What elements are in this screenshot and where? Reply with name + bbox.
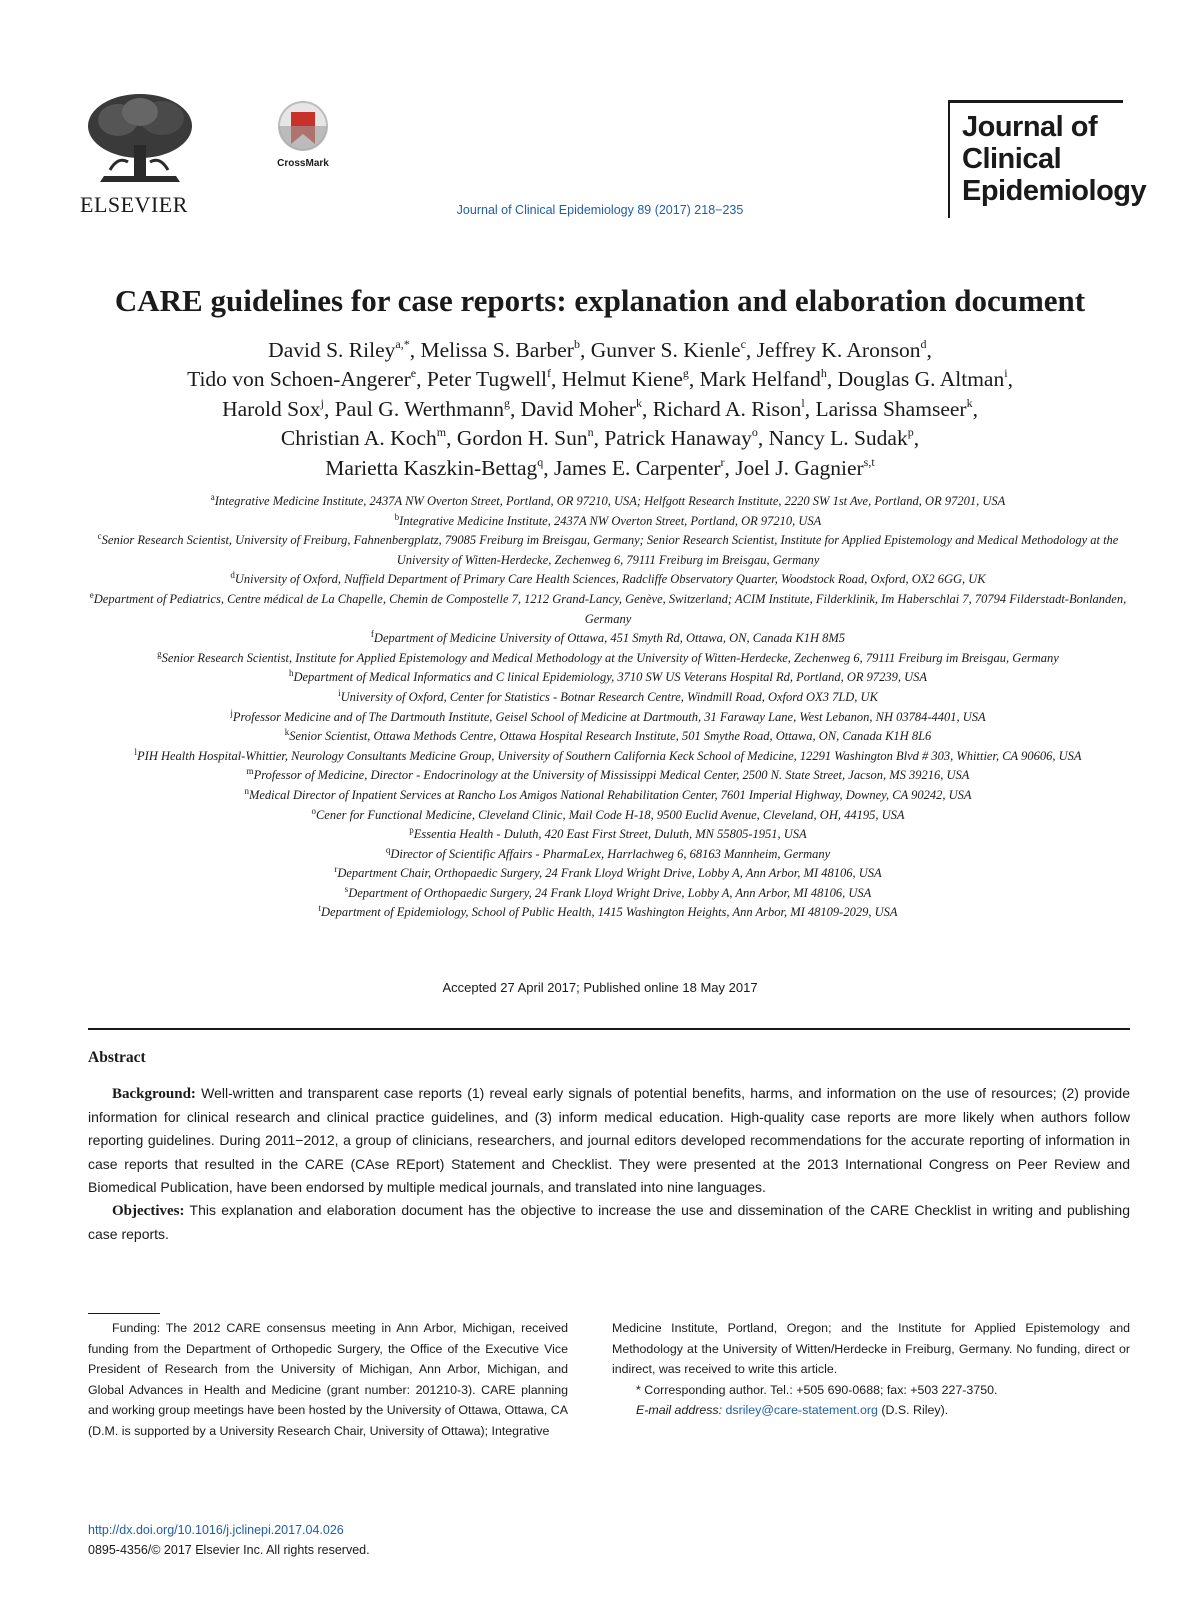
objectives-label: Objectives: [112, 1203, 185, 1220]
journal-reference-link[interactable]: Journal of Clinical Epidemiology 89 (2017) 218−235 [456, 203, 744, 217]
affiliation-item [88, 629, 1128, 649]
affiliation-text: Integrative Medicine Institute, 2437A NW Overton Street, Portland, OR 97210, USA; Helfgott Research Institute, 2220 SW 1st Ave, Portland, OR 97201, USA [214, 494, 1006, 508]
affiliation-item [88, 864, 1128, 884]
affiliation-marker: o [311, 805, 316, 816]
elsevier-logo [80, 90, 200, 218]
affiliation-item [88, 747, 1128, 767]
journal-reference[interactable] [400, 203, 800, 217]
footnotes-right [612, 1318, 1130, 1421]
affiliation-item [88, 903, 1128, 923]
affiliation-text: PIH Health Hospital-Whittier, Neurology Consultants Medicine Group, University of Southern California Keck School of Medicine, 12291 Washington Blvd # 303, Whittier, CA 90606, USA [137, 748, 1082, 763]
email-line [612, 1400, 1130, 1421]
affiliation-text: Professor Medicine and of The Dartmouth Institute, Geisel School of Medicine at Dartmouth, 31 Faraway Lane, West Lebanon, NH 03784-4401, USA [232, 709, 986, 724]
author-affiliation-marker[interactable]: f [546, 366, 551, 381]
author-name: David Moher [520, 396, 636, 421]
affiliation-item [88, 884, 1128, 904]
author-name: Peter Tugwell [426, 367, 547, 392]
author-affiliation-marker[interactable]: a,* [395, 337, 410, 351]
background-text: Well-written and transparent case reports (1) reveal early signals of potential benefits, harms, and information on the use of resources; (2) provide information for clinical research and clinical practice guidelines, and (3) inform medical education. High-quality case reports are more likely when authors follow reporting guidelines. During 2011−2012, a group of clinicians, researchers, and journal editors developed recommendations for the accurate reporting of information in case reports that resulted in the CARE (CAse REport) Statement and Checklist. They were presented at the 2013 International Congress on Peer Review and Biomedical Publication, have been endorsed by multiple medical journals, and translated into nine languages. [88, 1085, 1130, 1195]
author-name: Marietta Kaszkin-Bettag [325, 455, 538, 480]
funding-footnote-left: Funding: The 2012 CARE consensus meeting in Ann Arbor, Michigan, received funding from the Department of Orthopedic Surgery, the Office of the Executive Vice President of Research from the University of Michigan, Ann Arbor, Michigan, and Global Advances in Health and Medicine (grant number: 201210-3). CARE planning and working group meetings have been hosted by the University of Ottawa, Ottawa, CA (D.M. is supported by a University Research Chair, University of Ottawa); Integrative [88, 1321, 568, 1438]
author-affiliation-marker[interactable]: r [720, 454, 725, 469]
journal-brand-line: Journal of [962, 111, 1098, 143]
affiliation-item [88, 590, 1128, 629]
crossmark-label: CrossMark [277, 158, 329, 169]
abstract-body [88, 1082, 1130, 1246]
affiliation-text: Department of Orthopaedic Surgery, 24 Frank Lloyd Wright Drive, Lobby A, Ann Arbor, MI 48106, USA [348, 885, 872, 900]
affiliation-text: Department Chair, Orthopaedic Surgery, 24 Frank Lloyd Wright Drive, Lobby A, Ann Arbor, MI 48106, USA [337, 866, 882, 881]
affiliation-text: Senior Scientist, Ottawa Methods Centre, Ottawa Hospital Research Institute, 501 Smythe Road, Ottawa, ON, Canada K1H 8L6 [289, 729, 932, 744]
affiliation-item [88, 512, 1128, 532]
affiliation-text: Essentia Health - Duluth, 420 East First Street, Duluth, MN 55805-1951, USA [413, 827, 807, 842]
affiliation-text: Department of Pediatrics, Centre médical de La Chapelle, Chemin de Compostelle 7, 1212 Grand-Lancy, Genève, Switzerland; ACIM Institute, Filderklinik, Im Haberschlai 7, 70794 Filderstadt-Bonlanden, Germany [93, 591, 1127, 626]
affiliation-text: University of Oxford, Nuffield Department of Primary Care Health Sciences, Radcliffe Observatory Quarter, Woodstock Road, Oxford, OX2 6GG, UK [234, 572, 986, 587]
affiliation-item [88, 766, 1128, 786]
affiliation-item [88, 688, 1128, 708]
affiliation-item [88, 649, 1128, 669]
author-affiliation-marker[interactable]: e [410, 366, 417, 381]
author-name: Joel J. Gagnier [735, 455, 864, 480]
author-affiliation-marker[interactable]: k [966, 395, 973, 410]
author-name: Harold Sox [222, 396, 321, 421]
affiliation-marker: g [157, 648, 162, 659]
author-name: Helmut Kiene [561, 367, 683, 392]
objectives-text: This explanation and elaboration document has the objective to increase the use and dissemination of the CARE Checklist in writing and publishing case reports. [88, 1202, 1130, 1243]
author-list: David S. Riley$^{a,*}$, Melissa S. Barber$^b$, Gunver S. Kienle$^c$, Jeffrey K. Aronson$^d$, Tido von Schoen-Angerer$^e$, Peter Tugwell$^f$, Helmut Kiene$^g$, Mark Helfand$^h$, Douglas G. Altman$^i$, Harold Sox$^j$, Paul G. Werthmann$^g$, David Moher$^k$, Richard A. Rison$^l$, Larissa Shamseer$^k$, Christian A. Koch$^m$, Gordon H. Sun$^n$, Patrick Hanaway$^o$, Nancy L. Sudak$^p$, Marietta Kaszkin-Bettag$^q$, James E. Carpenter$^r$, Joel J. Gagnier$^{s,t}$ [187, 337, 1013, 480]
author-name: Larissa Shamseer [815, 396, 967, 421]
crossmark-badge[interactable] [265, 100, 341, 169]
article-title: CARE guidelines for case reports: explanation and elaboration document [114, 283, 1086, 318]
abstract-objectives [88, 1199, 1130, 1246]
affiliation-marker: i [338, 687, 341, 698]
affiliation-marker: h [288, 668, 294, 679]
author-affiliation-marker[interactable]: o [751, 425, 758, 440]
author-name: Douglas G. Altman [837, 367, 1005, 392]
author-name: Paul G. Werthmann [334, 396, 504, 421]
author-name: Mark Helfand [699, 367, 821, 392]
author-affiliation-marker[interactable]: j [320, 395, 324, 410]
publisher-name: ELSEVIER [80, 192, 188, 217]
affiliation-text: Senior Research Scientist, University of Freiburg, Fahnenbergplatz, 79085 Freiburg im Breisgau, Germany; Senior Research Scientist, Institute for Applied Epistemology and Medical Methodology at the University of Witten-Herdecke, Zechenweg 6, 79111 Freiburg im Breisgau, Germany [101, 533, 1119, 567]
author-affiliation-marker[interactable]: g [682, 366, 689, 381]
affiliation-text: University of Oxford, Center for Statistics - Botnar Research Centre, Windmill Road, Oxford OX3 7LD, UK [340, 689, 878, 704]
author-affiliation-marker[interactable]: m [436, 425, 447, 440]
affiliation-marker: s [344, 883, 349, 894]
section-divider [88, 1028, 1130, 1030]
affiliation-marker: p [409, 825, 414, 836]
author-affiliation-marker[interactable]: k [635, 395, 642, 410]
journal-brand-line: Clinical [962, 143, 1062, 175]
author-name: Christian A. Koch [280, 426, 437, 451]
affiliation-text: Cener for Functional Medicine, Cleveland Clinic, Mail Code H-18, 9500 Euclid Avenue, Cleveland, OH, 44195, USA [315, 807, 905, 822]
author-affiliation-marker[interactable]: c [740, 337, 746, 351]
affiliation-list [88, 492, 1128, 923]
author-affiliation-marker[interactable]: i [1004, 366, 1008, 381]
affiliation-marker: b [394, 511, 400, 522]
affiliation-item [88, 786, 1128, 806]
author-affiliation-marker[interactable]: n [587, 425, 594, 440]
email-suffix: (D.S. Riley). [881, 1403, 949, 1418]
background-label: Background: [112, 1086, 196, 1102]
affiliation-marker: j [230, 707, 233, 718]
author-affiliation-marker[interactable]: q [537, 454, 544, 469]
affiliation-text: Professor of Medicine, Director - Endocrinology at the University of Mississippi Medical Center, 2500 N. State Street, Jacson, MS 39216, USA [253, 768, 970, 783]
crossmark-icon [275, 100, 331, 152]
author-affiliation-marker[interactable]: p [907, 425, 914, 440]
affiliation-item [88, 492, 1128, 512]
author-name: James E. Carpenter [553, 455, 721, 480]
affiliation-marker: k [284, 727, 290, 738]
author-name: David S. Riley [268, 338, 396, 362]
affiliation-text: Department of Medical Informatics and C linical Epidemiology, 3710 SW US Veterans Hospital Rd, Portland, OR 97239, USA [293, 670, 928, 685]
author-affiliation-marker[interactable]: d [920, 337, 927, 351]
affiliation-item [88, 806, 1128, 826]
affiliation-text: Medical Director of Inpatient Services at Rancho Los Amigos National Rehabilitation Center, 7601 Imperial Highway, Downey, CA 90242, USA [248, 787, 972, 802]
author-name: Patrick Hanaway [604, 426, 752, 451]
author-name: Gunver S. Kienle [590, 338, 741, 362]
funding-footnote-right: Medicine Institute, Portland, Oregon; and the Institute for Applied Epistemology and Methodology at the University of Witten/Herdecke in Freiburg, Germany. No funding, direct or indirect, was received to write this article. [612, 1321, 1130, 1377]
affiliation-text: Department of Epidemiology, School of Public Health, 1415 Washington Heights, Ann Arbor, MI 48109-2029, USA [321, 905, 898, 920]
email-label: E-mail address: [636, 1403, 723, 1418]
doi-link[interactable]: http://dx.doi.org/10.1016/j.jclinepi.2017.04.026 [88, 1523, 344, 1537]
affiliation-text: Integrative Medicine Institute, 2437A NW Overton Street, Portland, OR 97210, USA [399, 513, 822, 528]
author-name: Melissa S. Barber [420, 338, 574, 362]
copyright: 0895-4356/© 2017 Elsevier Inc. All rights reserved. [88, 1543, 370, 1557]
author-name: Richard A. Rison [652, 396, 802, 421]
journal-brand-line: Epidemiology [962, 175, 1147, 207]
affiliation-item [88, 825, 1128, 845]
author-name: Tido von Schoen-Angerer [187, 367, 411, 392]
author-name: Jeffrey K. Aronson [756, 338, 921, 362]
affiliation-item [88, 845, 1128, 865]
journal-brand [948, 100, 1147, 218]
author-name: Gordon H. Sun [456, 426, 588, 451]
affiliation-marker: d [230, 570, 235, 581]
author-name: Nancy L. Sudak [768, 426, 908, 451]
affiliation-marker: f [370, 629, 374, 640]
affiliation-marker: m [246, 766, 254, 777]
affiliation-item [88, 570, 1128, 590]
abstract-background [88, 1082, 1130, 1199]
affiliation-item [88, 708, 1128, 728]
affiliation-marker: q [385, 844, 391, 855]
author-affiliation-marker[interactable]: h [820, 366, 827, 381]
affiliation-text: Department of Medicine University of Ottawa, 451 Smyth Rd, Ottawa, ON, Canada K1H 8M5 [373, 631, 846, 646]
affiliation-marker: e [89, 589, 94, 600]
article-dates: Accepted 27 April 2017; Published online 18 May 2017 [442, 980, 758, 995]
affiliation-item [88, 668, 1128, 688]
affiliation-text: Senior Research Scientist, Institute for Applied Epistemology and Medical Methodology at the University of Witten-Herdecke, Zechenweg 6, 79111 Freiburg im Breisgau, Germany [161, 650, 1059, 665]
affiliation-marker: l [134, 746, 138, 757]
affiliation-marker: r [334, 864, 338, 875]
footer [88, 1520, 370, 1560]
abstract-heading: Abstract [88, 1049, 146, 1066]
corresponding-author: * Corresponding author. Tel.: +505 690-0688; fax: +503 227-3750. [636, 1382, 998, 1397]
tree-logo-icon [80, 90, 200, 190]
author-affiliation-marker[interactable]: g [503, 395, 510, 410]
affiliation-item [88, 727, 1128, 747]
affiliation-marker: t [318, 903, 322, 914]
author-affiliation-marker[interactable]: b [573, 337, 580, 351]
footnote-divider [88, 1313, 160, 1314]
email-link[interactable]: dsriley@care-statement.org [725, 1403, 878, 1418]
affiliation-item [88, 531, 1128, 570]
author-affiliation-marker[interactable]: l [801, 395, 805, 410]
affiliation-marker: c [97, 531, 102, 542]
author-affiliation-marker[interactable]: s,t [863, 454, 875, 469]
affiliation-marker: n [244, 785, 249, 796]
affiliation-text: Director of Scientific Affairs - PharmaLex, Harrlachweg 6, 68163 Mannheim, Germany [390, 846, 831, 861]
affiliation-marker: a [210, 492, 215, 502]
